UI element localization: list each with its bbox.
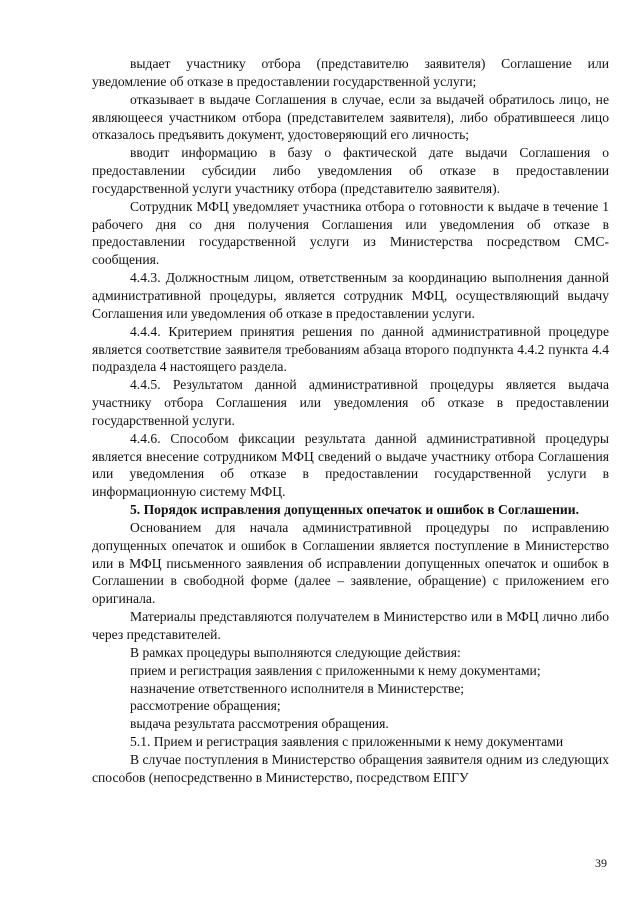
paragraph: 4.4.5. Результатом данной административной процедуры является выдача участнику отбора Соглашения или уведомления об отказе в предоставлении государственной услуги. <box>92 377 609 428</box>
paragraph: Основанием для начала административной процедуры по исправлению допущенных опечаток и ошибок в Соглашении является поступление в Министерство или в МФЦ письменного заявления об исправлении допущенных опечаток и ошибок в Соглашении в свободной форме (далее – заявление, обращение) с приложением его оригинала. <box>92 519 609 607</box>
paragraph: Сотрудник МФЦ уведомляет участника отбора о готовности к выдаче в течение 1 рабочего дня со дня получения Соглашения или уведомления об отказе в предоставлении государственной услуги из Министерства посредством СМС-сообщения. <box>92 198 609 268</box>
list-item: рассмотрение обращения; <box>130 698 281 714</box>
section-heading: 5. Порядок исправления допущенных опечаток и ошибок в Соглашении. <box>130 502 579 518</box>
paragraph: отказывает в выдаче Соглашения в случае, если за выдачей обратилось лицо, не являющееся участником отбора (представителем заявителя), либо обратившееся лицо отказалось предъявить документ, удостоверяющий его личность; <box>92 91 609 143</box>
paragraph: 4.4.4. Критерием принятия решения по данной административной процедуре является соответствие заявителя требованиям абзаца второго подпункта 4.4.2 пункта 4.4 подраздела 4 настоящего раздела. <box>92 323 609 375</box>
paragraph: В случае поступления в Министерство обращения заявителя одним из следующих способов (непосредственно в Министерство, посредством ЕПГУ <box>92 751 609 785</box>
list-item: прием и регистрация заявления с приложенными к нему документами; <box>130 662 541 678</box>
paragraph: вводит информацию в базу о фактической дате выдачи Соглашения о предоставлении субсидии либо уведомления об отказе в предоставлении государственной услуги участнику отбора (представителю заявителя). <box>92 145 609 196</box>
paragraph: 4.4.6. Способом фиксации результата данной административной процедуры является внесение сотрудником МФЦ сведений о выдаче участнику отбора Соглашения или уведомления об отказе в предоставлении государственной услуги в информационную систему МФЦ. <box>92 430 609 500</box>
paragraph: Материалы представляются получателем в Министерство или в МФЦ лично либо через представителей. <box>92 609 609 642</box>
paragraph: 4.4.3. Должностным лицом, ответственным за координацию выполнения данной административной процедуры, является сотрудник МФЦ, осуществляющий выдачу Соглашения или уведомления об отказе в предоставлении услуги. <box>92 270 609 321</box>
document-body <box>92 55 609 787</box>
paragraph: выдает участнику отбора (представителю заявителя) Соглашение или уведомление об отказе в предоставлении государственной услуги; <box>92 56 609 89</box>
list-item: назначение ответственного исполнителя в Министерстве; <box>130 680 465 696</box>
paragraph: В рамках процедуры выполняются следующие действия: <box>130 644 461 660</box>
page-number: 39 <box>595 856 607 870</box>
list-item: выдача результата рассмотрения обращения. <box>130 716 389 732</box>
subsection-title: 5.1. Прием и регистрация заявления с приложенными к нему документами <box>130 734 564 750</box>
